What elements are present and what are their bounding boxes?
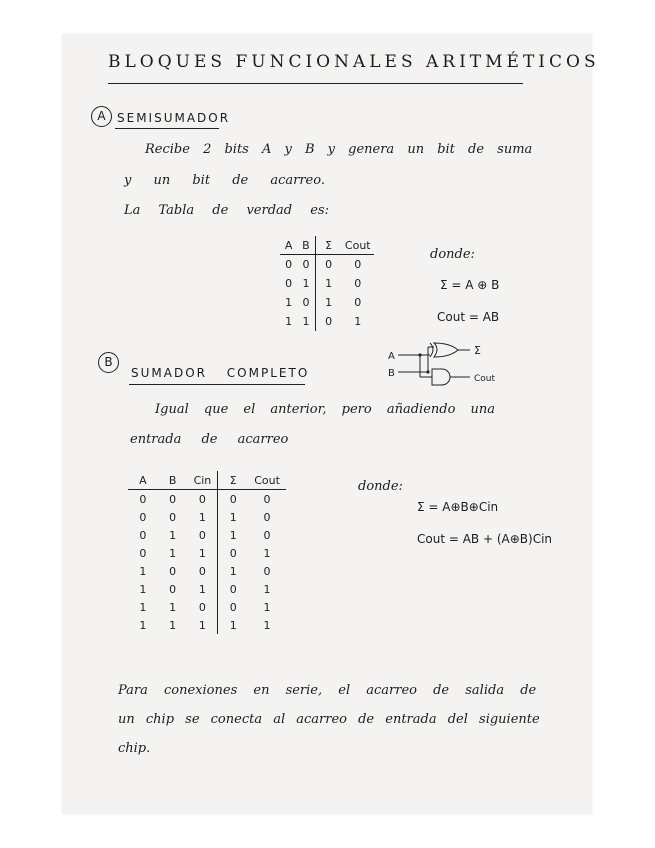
- table-cell: 1: [198, 582, 206, 596]
- table-cell: 1: [198, 510, 206, 524]
- table-cell: 1: [198, 546, 206, 560]
- table-cell: 1: [285, 296, 293, 309]
- footer-line-2: un chip se conecta al acarreo de entrada del siguiente: [118, 712, 540, 727]
- table-cell: 1: [285, 315, 293, 328]
- table-cell: 0: [218, 544, 248, 562]
- full-adder-carry-equation: Cout = AB + (A⊕B)Cin: [417, 532, 553, 546]
- table-cell: 1: [263, 618, 271, 632]
- col-header: A: [128, 471, 158, 490]
- table-cell: 0: [139, 492, 147, 506]
- table-cell: 0: [315, 255, 341, 275]
- table-cell: 1: [354, 315, 362, 328]
- table-cell: 0: [139, 510, 147, 524]
- section-b-line-1: Igual que el anterior, pero añadiendo una: [155, 402, 496, 417]
- table-row: [280, 312, 374, 331]
- table-cell: 1: [315, 274, 341, 293]
- table-cell: 0: [218, 490, 248, 509]
- table-cell: 0: [218, 580, 248, 598]
- table-cell: 1: [263, 600, 271, 614]
- table-cell: 0: [263, 492, 271, 506]
- table-header-row: [128, 471, 286, 490]
- col-header: B: [297, 236, 315, 255]
- table-cell: 0: [198, 492, 206, 506]
- table-cell: 0: [218, 598, 248, 616]
- table-cell: 0: [302, 296, 310, 309]
- col-header: B: [158, 471, 188, 490]
- half-adder-carry-equation: Cout = AB: [437, 310, 500, 324]
- col-header: Σ: [315, 236, 341, 255]
- col-header: Cout: [248, 471, 286, 490]
- table-row: [128, 562, 286, 580]
- table-row: [280, 274, 374, 293]
- section-a-line-1: Recibe 2 bits A y B y genera un bit de suma: [145, 142, 533, 157]
- table-cell: 1: [302, 315, 310, 328]
- section-a-line-3: La Tabla de verdad es:: [124, 203, 329, 218]
- title-underline: [108, 83, 523, 84]
- table-cell: 1: [263, 546, 271, 560]
- section-b-heading: SUMADOR COMPLETO: [131, 366, 310, 380]
- page-title: BLOQUES FUNCIONALES ARITMÉTICOS: [108, 52, 600, 72]
- table-cell: 0: [354, 296, 362, 309]
- table-row: [128, 616, 286, 634]
- col-header: Cout: [342, 236, 374, 255]
- circuit-label-a: A: [388, 351, 395, 362]
- table-cell: 0: [139, 528, 147, 542]
- table-cell: 0: [315, 312, 341, 331]
- table-row: [280, 255, 374, 275]
- section-a-underline: [115, 128, 219, 129]
- footer-line-1: Para conexiones en serie, el acarreo de salida de: [118, 683, 537, 698]
- table-cell: 1: [218, 526, 248, 544]
- table-cell: 0: [354, 258, 362, 271]
- table-cell: 1: [169, 618, 177, 632]
- full-adder-truth-table: [128, 471, 286, 634]
- junction-dot: [418, 353, 421, 356]
- xor-gate: [434, 343, 458, 357]
- table-cell: 0: [263, 564, 271, 578]
- table-header-row: [280, 236, 374, 255]
- table-cell: 1: [139, 618, 147, 632]
- footer-line-3: chip.: [118, 741, 151, 756]
- table-cell: 1: [218, 616, 248, 634]
- table-cell: 1: [139, 564, 147, 578]
- col-header: Σ: [218, 471, 248, 490]
- table-cell: 0: [169, 510, 177, 524]
- full-adder-sum-equation: Σ = A⊕B⊕Cin: [417, 500, 499, 514]
- circuit-label-b: B: [388, 368, 395, 379]
- col-header: Cin: [188, 471, 218, 490]
- table-cell: 0: [354, 277, 362, 290]
- table-cell: 1: [139, 600, 147, 614]
- circuit-label-cout: Cout: [474, 374, 496, 384]
- junction-dot: [426, 370, 429, 373]
- table-cell: 0: [198, 564, 206, 578]
- table-row: [128, 580, 286, 598]
- half-adder-circuit-diagram: [380, 333, 510, 388]
- table-cell: 0: [169, 492, 177, 506]
- and-gate: [432, 369, 450, 385]
- table-cell: 0: [139, 546, 147, 560]
- table-cell: 1: [169, 546, 177, 560]
- table-cell: 0: [169, 564, 177, 578]
- table-cell: 0: [198, 528, 206, 542]
- half-adder-sum-equation: Σ = A ⊕ B: [440, 278, 500, 292]
- section-b-line-2: entrada de acarreo: [130, 432, 289, 447]
- table-cell: 0: [198, 600, 206, 614]
- table-cell: 0: [302, 258, 310, 271]
- section-b-donde: donde:: [358, 479, 403, 494]
- table-cell: 1: [302, 277, 310, 290]
- table-row: [128, 508, 286, 526]
- table-row: [128, 490, 286, 509]
- table-cell: 1: [263, 582, 271, 596]
- table-row: [128, 598, 286, 616]
- section-a-marker: A: [91, 106, 112, 127]
- section-a-line-2: y un bit de acarreo.: [124, 173, 325, 188]
- table-cell: 0: [263, 510, 271, 524]
- col-header: A: [280, 236, 297, 255]
- half-adder-truth-table: [280, 236, 374, 331]
- section-b-marker: B: [98, 352, 119, 373]
- table-cell: 1: [169, 600, 177, 614]
- table-row: [280, 293, 374, 312]
- table-cell: 0: [169, 582, 177, 596]
- xor-gate-input-curve: [430, 343, 433, 357]
- table-cell: 1: [218, 562, 248, 580]
- table-cell: 1: [315, 293, 341, 312]
- table-cell: 1: [139, 582, 147, 596]
- table-cell: 0: [285, 258, 293, 271]
- section-a-donde: donde:: [430, 247, 475, 262]
- table-row: [128, 544, 286, 562]
- table-cell: 1: [169, 528, 177, 542]
- table-cell: 0: [285, 277, 293, 290]
- table-row: [128, 526, 286, 544]
- table-cell: 1: [198, 618, 206, 632]
- table-cell: 0: [263, 528, 271, 542]
- section-a-heading: SEMISUMADOR: [117, 111, 231, 125]
- table-cell: 1: [218, 508, 248, 526]
- circuit-label-sum: Σ: [474, 344, 481, 357]
- section-b-underline: [129, 384, 305, 385]
